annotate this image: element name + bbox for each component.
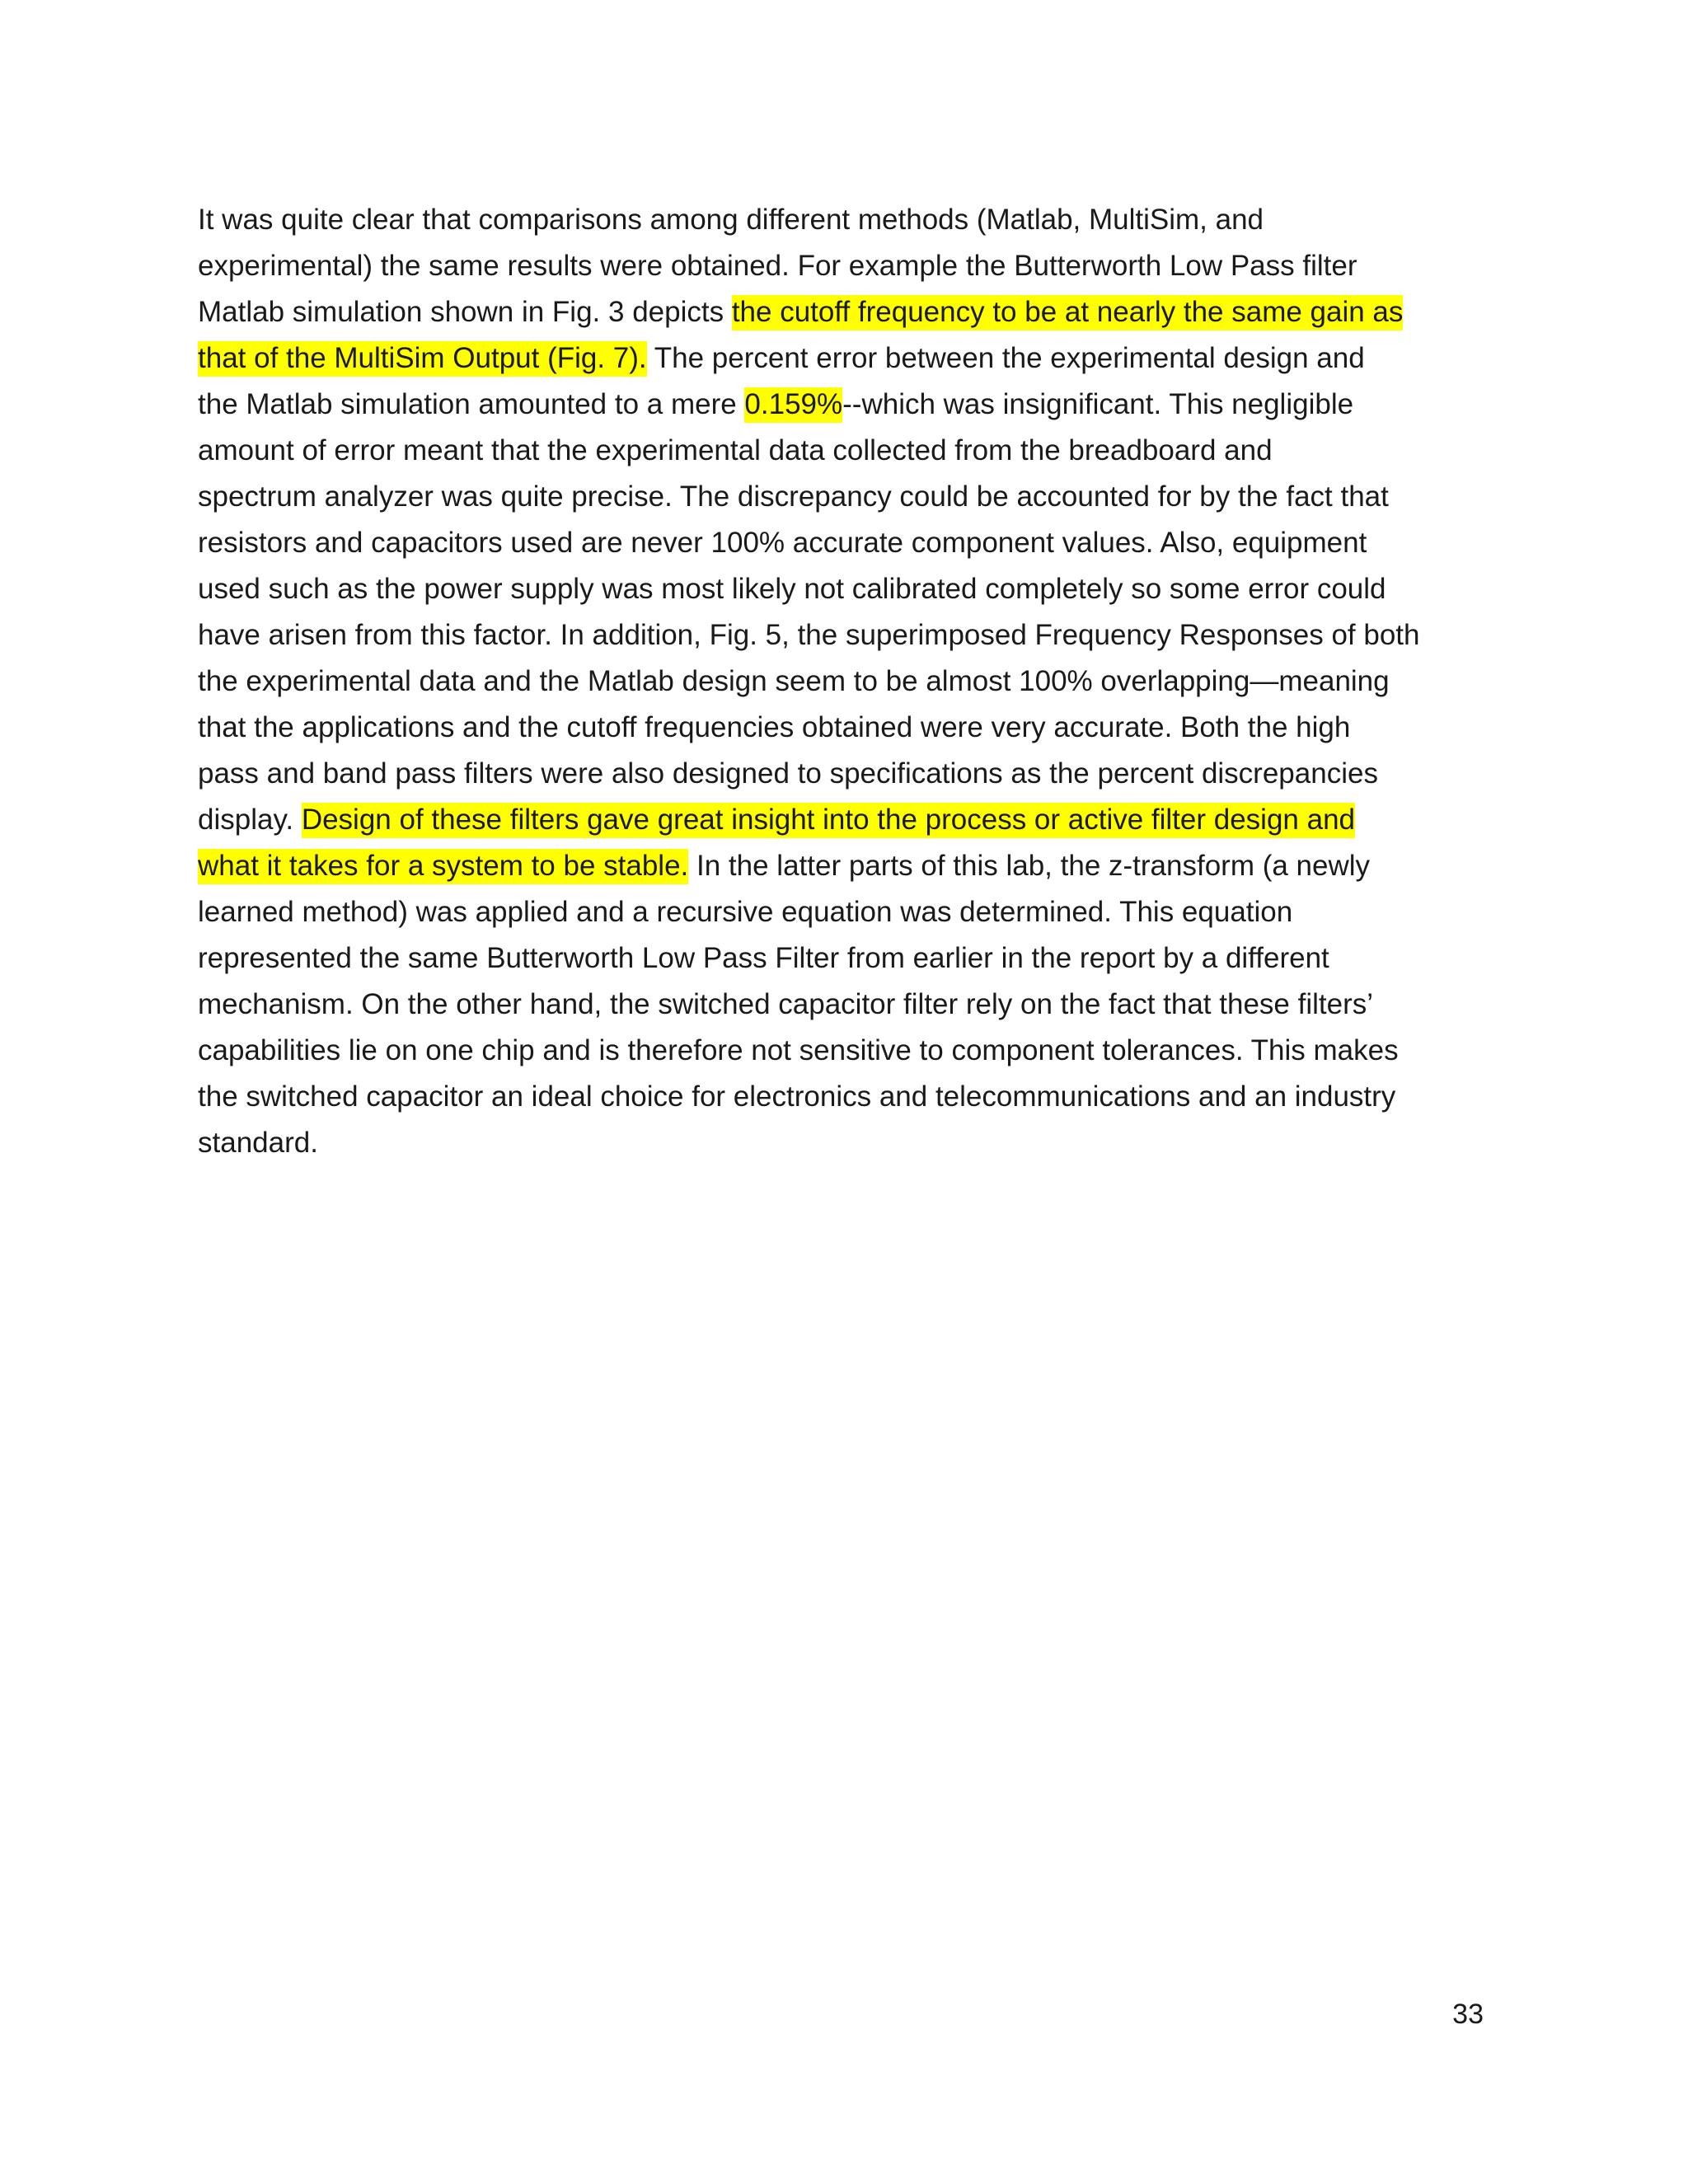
text-line-21 xyxy=(198,1120,1500,1166)
line-5-text-end: --which was insignificant. This negligible xyxy=(842,388,1354,420)
text-line-14 xyxy=(198,797,1500,843)
line-3-text: Matlab simulation shown in Fig. 3 depicts xyxy=(198,296,732,328)
line-10-text: have arisen from this factor. In addition, Fig. 5, the superimposed Frequency Responses of both xyxy=(198,619,1420,651)
text-line-5 xyxy=(198,382,1500,428)
text-line-1 xyxy=(198,197,1500,243)
text-line-4 xyxy=(198,335,1500,382)
line-4-text: The percent error between the experimental design and xyxy=(646,342,1365,374)
text-line-7 xyxy=(198,474,1500,520)
highlighted-design-insight-text: Design of these filters gave great insight into the process or active filter design and xyxy=(302,803,1355,838)
text-line-6 xyxy=(198,428,1500,474)
line-14-text: display. xyxy=(198,804,302,836)
text-line-11 xyxy=(198,658,1500,705)
line-13-text: pass and band pass filters were also designed to specifications as the percent discrepancies xyxy=(198,757,1378,790)
line-21-text: standard. xyxy=(198,1127,318,1159)
line-15-text: In the latter parts of this lab, the z-transform (a newly xyxy=(688,850,1371,882)
text-line-3 xyxy=(198,289,1500,335)
line-18-text: mechanism. On the other hand, the switched capacitor filter rely on the fact that these filters’ xyxy=(198,988,1373,1020)
line-2-text: experimental) the same results were obtained. For example the Butterworth Low Pass filter xyxy=(198,250,1357,282)
text-line-16 xyxy=(198,889,1500,935)
line-1-text: It was quite clear that comparisons among different methods (Matlab, MultiSim, and xyxy=(198,204,1264,236)
text-line-17 xyxy=(198,935,1500,982)
highlighted-percent-error: 0.159% xyxy=(744,387,842,423)
highlighted-system-stable-text: what it takes for a system to be stable. xyxy=(198,849,688,884)
line-9-text: used such as the power supply was most likely not calibrated completely so some error could xyxy=(198,573,1386,605)
line-7-text: spectrum analyzer was quite precise. The discrepancy could be accounted for by the fact that xyxy=(198,480,1389,513)
line-19-text: capabilities lie on one chip and is therefore not sensitive to component tolerances. This makes xyxy=(198,1034,1399,1066)
line-17-text: represented the same Butterworth Low Pass Filter from earlier in the report by a different xyxy=(198,942,1329,974)
line-6-text: amount of error meant that the experimental data collected from the breadboard and xyxy=(198,434,1273,466)
body-paragraph xyxy=(198,197,1500,1166)
line-20-text: the switched capacitor an ideal choice for electronics and telecommunications and an industry xyxy=(198,1080,1396,1113)
text-line-2 xyxy=(198,243,1500,289)
text-line-8 xyxy=(198,520,1500,566)
line-5-text-start: the Matlab simulation amounted to a mere xyxy=(198,388,745,420)
text-line-10 xyxy=(198,612,1500,658)
highlighted-multisim-output-text: that of the MultiSim Output (Fig. 7). xyxy=(198,341,647,377)
text-line-12 xyxy=(198,705,1500,751)
text-line-18 xyxy=(198,982,1500,1028)
text-line-19 xyxy=(198,1028,1500,1074)
line-11-text: the experimental data and the Matlab design seem to be almost 100% overlapping—meaning xyxy=(198,665,1390,697)
page-number: 33 xyxy=(1452,1999,1484,2030)
line-8-text: resistors and capacitors used are never 100% accurate component values. Also, equipment xyxy=(198,527,1367,559)
text-line-9 xyxy=(198,566,1500,612)
line-12-text: that the applications and the cutoff frequencies obtained were very accurate. Both the high xyxy=(198,711,1351,743)
text-line-20 xyxy=(198,1074,1500,1120)
text-line-15 xyxy=(198,843,1500,889)
highlighted-cutoff-frequency-text: the cutoff frequency to be at nearly the same gain as xyxy=(732,295,1404,330)
line-16-text: learned method) was applied and a recursive equation was determined. This equation xyxy=(198,896,1293,928)
text-line-13 xyxy=(198,751,1500,797)
